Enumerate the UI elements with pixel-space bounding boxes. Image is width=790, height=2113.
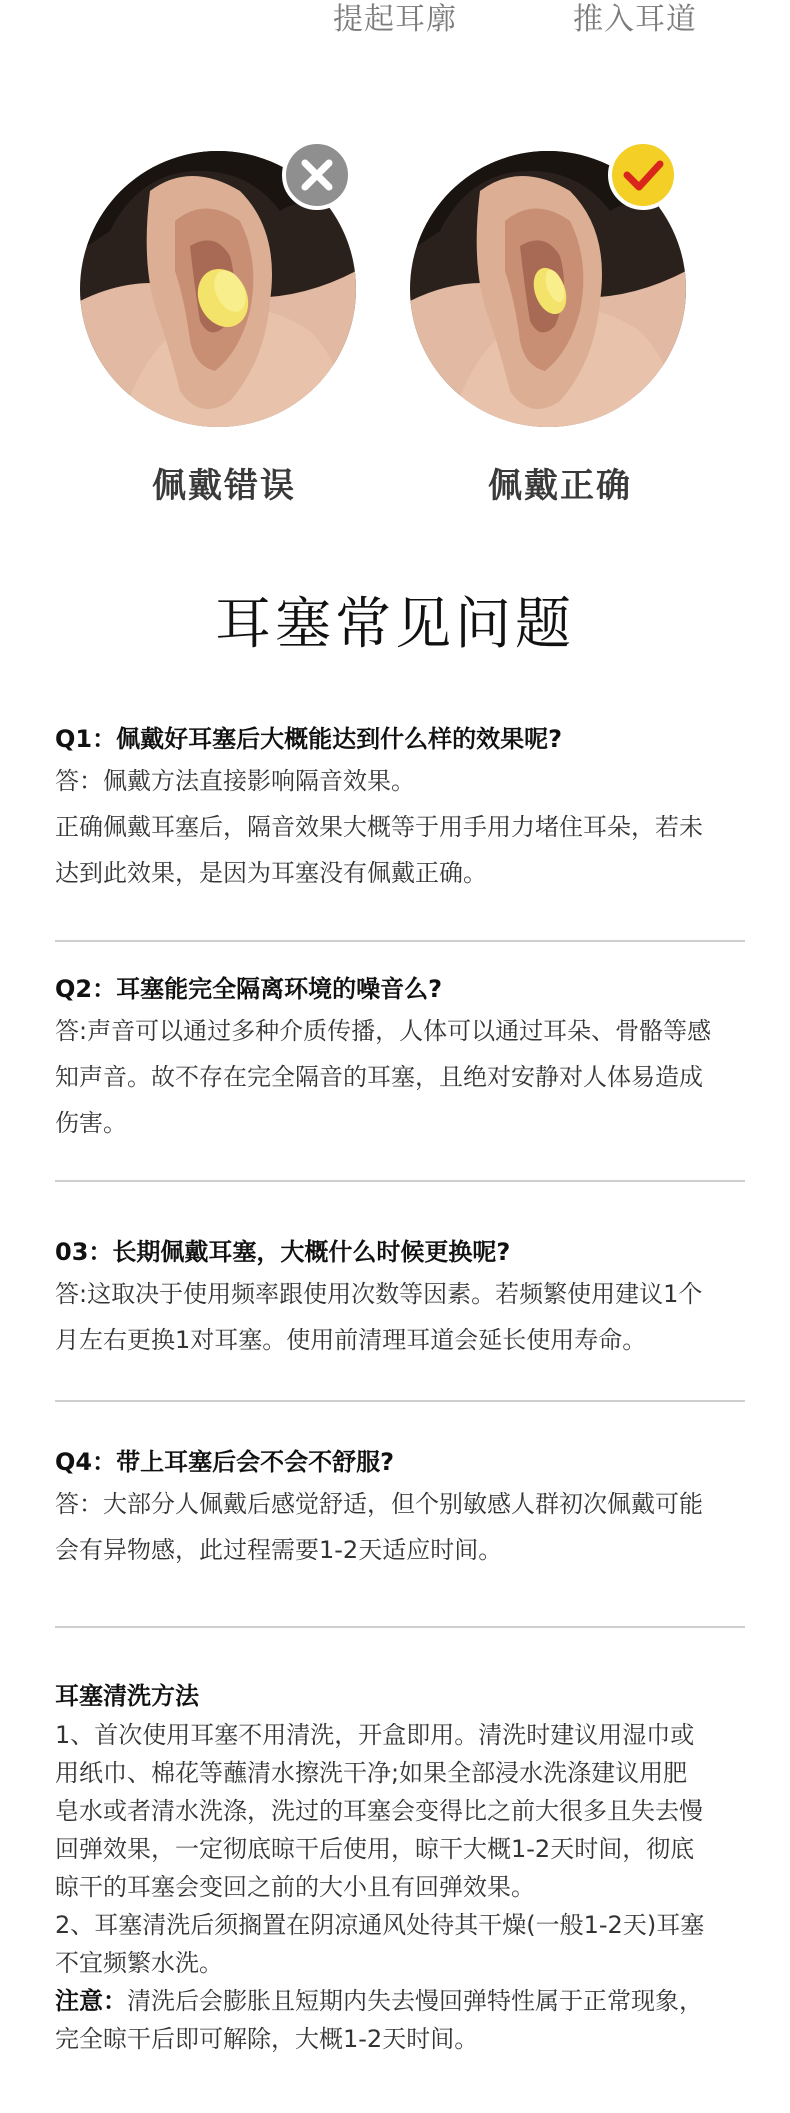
step-label-push-in: 推入耳道 [573,2,697,37]
faq-answer-3-line-1: 答:这取决于使用频率跟使用次数等因素。若频繁使用建议1个 [55,1280,703,1308]
cleaning-line-7: 不宜频繁水洗。 [55,1949,223,1977]
step-label-lift-ear: 提起耳廓 [333,2,457,37]
caption-wrong: 佩戴错误 [152,466,296,506]
cleaning-note-line-2: 完全晾干后即可解除，大概1-2天时间。 [55,2025,479,2053]
faq-title: 耳塞常见问题 [215,592,575,657]
faq-answer-1-line-1: 答：佩戴方法直接影响隔音效果。 [55,767,415,795]
faq-answer-2-line-1: 答:声音可以通过多种介质传播，人体可以通过耳朵、骨骼等感 [55,1017,712,1045]
cleaning-line-5: 晾干的耳塞会变回之前的大小且有回弹效果。 [55,1873,535,1901]
faq-item-2 [55,970,745,1146]
caption-correct: 佩戴正确 [488,466,632,506]
cleaning-note-line-1 [55,1982,745,2020]
faq-answer-3-line-2: 月左右更换1对耳塞。使用前清理耳道会延长使用寿命。 [55,1326,647,1354]
faq-answer-4-line-2: 会有异物感，此过程需要1-2天适应时间。 [55,1536,503,1564]
faq-answer-4-line-1: 答：大部分人佩戴后感觉舒适，但个别敏感人群初次佩戴可能 [55,1490,703,1518]
faq-item-3 [55,1233,745,1363]
step-labels [0,0,790,40]
divider [55,1180,745,1182]
faq-answer-2-line-3: 伤害。 [55,1109,127,1137]
cleaning-section [55,1676,745,2058]
cleaning-line-1: 1、首次使用耳塞不用清洗，开盒即用。清洗时建议用湿巾或 [55,1721,695,1749]
check-icon [612,144,674,206]
cleaning-line-6: 2、耳塞清洗后须搁置在阴凉通风处待其干燥(一般1-2天)耳塞 [55,1911,705,1939]
cleaning-note-label: 注意： [55,1987,127,2015]
cleaning-note-text-1: 清洗后会膨胀且短期内失去慢回弹特性属于正常现象， [127,1987,703,2015]
cleaning-line-2: 用纸巾、棉花等蘸清水擦洗干净;如果全部浸水洗涤建议用肥 [55,1759,688,1787]
wrong-badge [282,140,352,210]
correct-badge [608,140,678,210]
faq-answer-1-line-3: 达到此效果，是因为耳塞没有佩戴正确。 [55,859,487,887]
faq-item-1 [55,720,745,896]
faq-question-4: Q4：带上耳塞后会不会不舒服? [55,1448,395,1476]
faq-item-4 [55,1443,745,1573]
cleaning-title: 耳塞清洗方法 [55,1682,199,1710]
divider [55,1626,745,1628]
divider [55,940,745,942]
divider [55,1400,745,1402]
faq-question-2: Q2：耳塞能完全隔离环境的噪音么? [55,975,443,1003]
faq-answer-2-line-2: 知声音。故不存在完全隔音的耳塞，且绝对安静对人体易造成 [55,1063,703,1091]
faq-answer-1-line-2: 正确佩戴耳塞后，隔音效果大概等于用手用力堵住耳朵，若未 [55,813,703,841]
cleaning-line-4: 回弹效果，一定彻底晾干后使用，晾干大概1-2天时间，彻底 [55,1835,695,1863]
cleaning-line-3: 皂水或者清水洗涤，洗过的耳塞会变得比之前大很多且失去慢 [55,1797,703,1825]
faq-question-3: 03：长期佩戴耳塞，大概什么时候更换呢? [55,1238,511,1266]
close-icon [286,144,348,206]
faq-question-1: Q1：佩戴好耳塞后大概能达到什么样的效果呢? [55,725,563,753]
